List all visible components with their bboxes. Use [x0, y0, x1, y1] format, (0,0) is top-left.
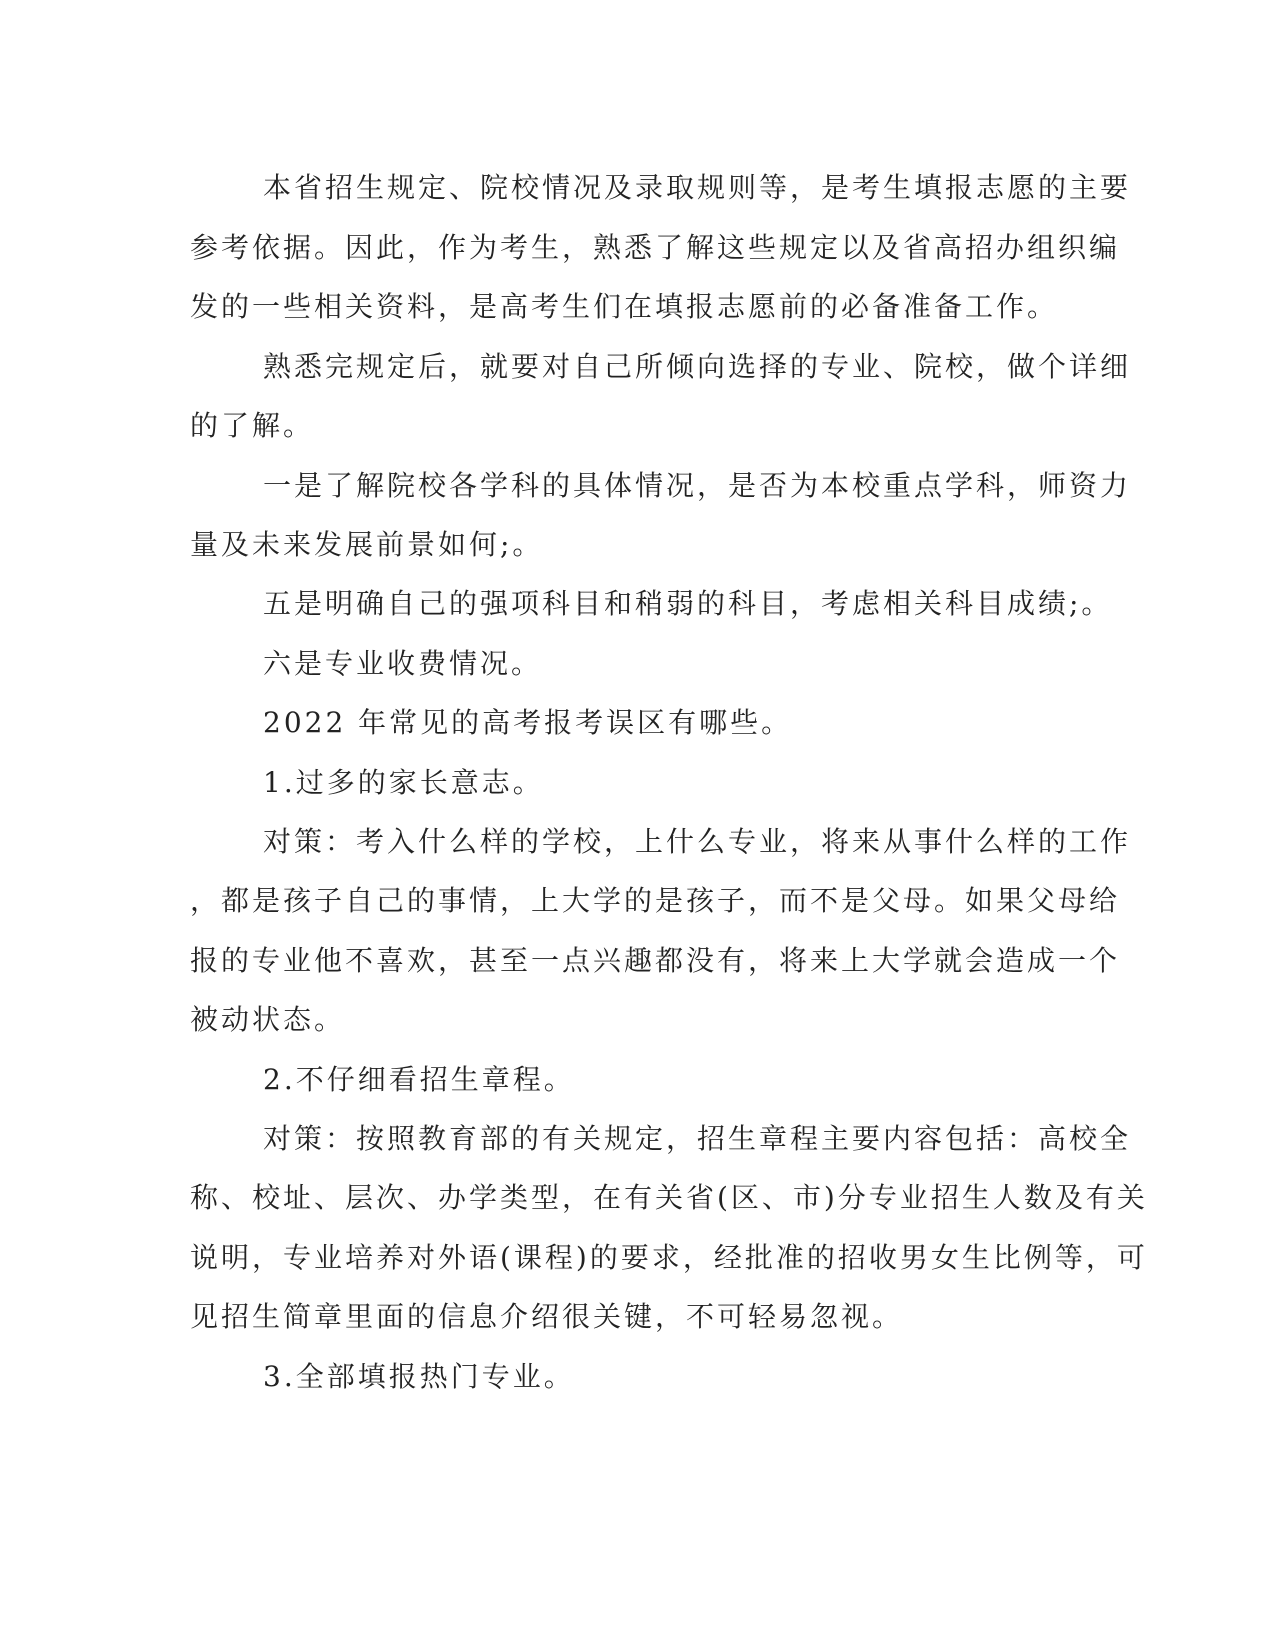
- text-line: 1.过多的家长意志。: [263, 766, 544, 799]
- text-line: 称、校址、层次、办学类型，在有关省(区、市)分专业招生人数及有关: [190, 1181, 1148, 1214]
- text-line: 熟悉完规定后，就要对自己所倾向选择的专业、院校，做个详细: [263, 350, 1132, 383]
- text-line: 2.不仔细看招生章程。: [263, 1063, 575, 1096]
- text-line: 一是了解院校各学科的具体情况，是否为本校重点学科，师资力: [263, 469, 1132, 502]
- text-line: 3.全部填报热门专业。: [263, 1360, 575, 1393]
- text-line: 五是明确自己的强项科目和稍弱的科目，考虑相关科目成绩;。: [263, 587, 1113, 620]
- text-line: 的了解。: [190, 409, 315, 442]
- text-line: 发的一些相关资料，是高考生们在填报志愿前的必备准备工作。: [190, 290, 1059, 323]
- text-line: 见招生简章里面的信息介绍很关键，不可轻易忽视。: [190, 1300, 904, 1333]
- text-line: 对策：按照教育部的有关规定，招生章程主要内容包括：高校全: [263, 1122, 1132, 1155]
- text-line: 对策：考入什么样的学校，上什么专业，将来从事什么样的工作: [263, 825, 1132, 858]
- text-line: ，都是孩子自己的事情，上大学的是孩子，而不是父母。如果父母给: [190, 884, 1121, 917]
- text-line: 说明，专业培养对外语(课程)的要求，经批准的招收男女生比例等，可: [190, 1241, 1148, 1274]
- text-line: 六是专业收费情况。: [263, 647, 543, 680]
- text-line: 报的专业他不喜欢，甚至一点兴趣都没有，将来上大学就会造成一个: [190, 944, 1121, 977]
- text-line: 被动状态。: [190, 1003, 346, 1036]
- text-line: 本省招生规定、院校情况及录取规则等，是考生填报志愿的主要: [263, 171, 1132, 204]
- text-line: 量及未来发展前景如何;。: [190, 528, 544, 561]
- text-line: 2022 年常见的高考报考误区有哪些。: [263, 706, 793, 739]
- text-line: 参考依据。因此，作为考生，熟悉了解这些规定以及省高招办组织编: [190, 231, 1121, 264]
